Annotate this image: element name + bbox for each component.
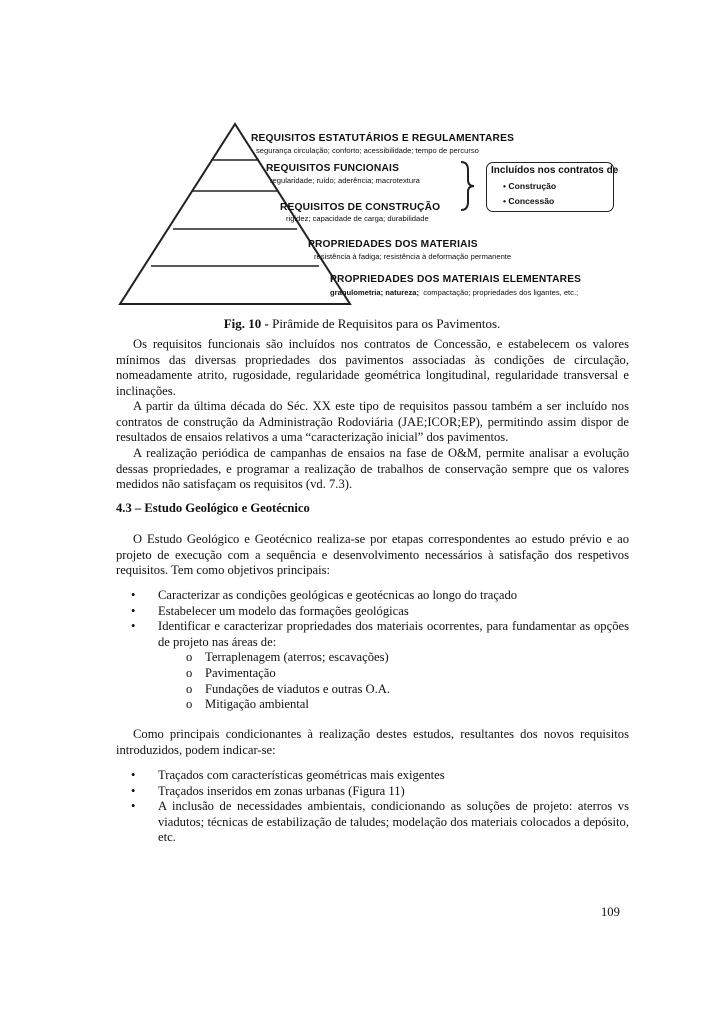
sublist-item <box>158 650 629 666</box>
pyramid-level-5-subtitle-bold: granulometria; natureza; <box>330 288 420 297</box>
pyramid-level-1-subtitle: segurança circulação; conforto; acessibilidade; tempo de percurso <box>256 146 479 155</box>
pyramid-level-5-title: PROPRIEDADES DOS MATERIAIS ELEMENTARES <box>330 274 582 285</box>
bullet-marker: • <box>131 588 136 602</box>
project-areas-sublist <box>158 650 629 712</box>
paragraph-geological-study: O Estudo Geológico e Geotécnico realiza-se por etapas correspondentes ao estudo prévio e ao projeto de execução com a sequência e desenvolvimento necessários à satisfação dos respetivos requisitos. Tem como objetivos principais: <box>116 532 629 578</box>
sublist-item <box>158 682 629 698</box>
sublist-item-text: Terraplenagem (aterros; escavações) <box>205 650 389 665</box>
pyramid-level-1-title: REQUISITOS ESTATUTÁRIOS E REGULAMENTARES <box>251 133 515 144</box>
figure-caption-text: Pirâmide de Requisitos para os Pavimentos. <box>272 316 501 331</box>
page-number: 109 <box>601 905 620 919</box>
requirements-pyramid-figure <box>118 120 628 308</box>
included-item-concession: • Concessão <box>503 196 555 206</box>
sublist-item-text: Mitigação ambiental <box>205 697 309 712</box>
paragraph-constraints: Como principais condicionantes à realização destes estudos, resultantes dos novos requisitos introduzidos, podem indicar-se: <box>116 727 629 757</box>
list-item-text: Identificar e caracterizar propriedades dos materiais ocorrentes, para fundamentar as opções de projeto nas áreas de: <box>158 619 629 649</box>
sublist-item-text: Pavimentação <box>205 665 276 680</box>
list-item <box>116 588 629 604</box>
paragraph-periodic-testing: A realização periódica de campanhas de ensaios na fase de O&M, permite analisar a evolução dessas propriedades, e programar a realização de trabalhos de conservação sempre que os valores medidos não satisfaçam os requisitos (vd. 7.3). <box>116 446 629 492</box>
bullet-marker: • <box>131 603 136 618</box>
paragraph-construction-contracts: A partir da última década do Séc. XX este tipo de requisitos passou também a ser incluído nos contratos de construção da Administração Rodoviária (JAE;ICOR;EP), permitindo assim dispor de resultados de ensaios relativos a uma “caracterização inicial” dos pavimentos. <box>116 399 629 445</box>
list-item <box>116 799 629 846</box>
list-item-text: A inclusão de necessidades ambientais, condicionando as soluções de projeto: aterros vs viadutos; técnicas de estabilização de taludes; modelação dos materiais colocados a depósito, etc. <box>158 799 629 845</box>
sub-bullet-marker: o <box>186 650 193 665</box>
sublist-item <box>158 697 629 713</box>
list-item-text: Caracterizar as condições geológicas e geotécnicas ao longo do traçado <box>158 588 518 602</box>
sublist-item-text: Fundações de viadutos e outras O.A. <box>205 681 391 696</box>
pyramid-level-2-title: REQUISITOS FUNCIONAIS <box>266 163 400 174</box>
list-item <box>116 784 629 800</box>
list-item <box>116 768 629 784</box>
list-item-text: Traçados inseridos em zonas urbanas (Figura 11) <box>158 783 405 798</box>
bullet-marker: • <box>131 768 136 782</box>
included-item-construction: • Construção <box>503 181 557 191</box>
bullet-marker: • <box>131 619 136 634</box>
list-item-text: Estabelecer um modelo das formações geológicas <box>158 603 409 618</box>
constraints-list <box>116 768 629 846</box>
objectives-list <box>116 588 629 713</box>
pyramid-level-5-subtitle-rest: compactação; propriedades dos ligantes, etc.; <box>423 288 579 297</box>
sub-bullet-marker: o <box>186 697 193 712</box>
list-item-text: Traçados com características geométricas mais exigentes <box>158 768 445 782</box>
figure-caption <box>0 316 724 332</box>
sub-bullet-marker: o <box>186 681 193 696</box>
sublist-item <box>158 666 629 682</box>
included-in-contracts-box <box>486 162 619 212</box>
pyramid-level-5-subtitle <box>330 288 578 297</box>
pyramid-level-3-subtitle: rigidez; capacidade de carga; durabilidade <box>286 214 429 223</box>
list-item <box>116 604 629 620</box>
figure-caption-label: Fig. 10 - <box>223 316 269 331</box>
bullet-marker: • <box>131 799 136 814</box>
pyramid-level-4-title: PROPRIEDADES DOS MATERIAIS <box>308 239 478 250</box>
section-heading: 4.3 – Estudo Geológico e Geotécnico <box>116 501 310 515</box>
pyramid-level-2-subtitle: regularidade; ruído; aderência; macrotextura <box>270 176 420 185</box>
paragraph-functional-requirements: Os requisitos funcionais são incluídos nos contratos de Concessão, e estabelecem os valores mínimos das diversas propriedades dos pavimentos associadas às condições de circulação, nomeadamente atrito, rugosidade, regularidade geométrica longitudinal, regularidade transversal e inclinações. <box>116 337 629 398</box>
pyramid-level-4-subtitle: resistência à fadiga; resistência à deformação permanente <box>314 252 512 261</box>
list-item <box>116 619 629 713</box>
sub-bullet-marker: o <box>186 665 193 680</box>
bullet-marker: • <box>131 783 136 798</box>
pyramid-level-3-title: REQUISITOS DE CONSTRUÇÃO <box>280 202 441 213</box>
included-box-title: Incluídos nos contratos de <box>491 165 619 176</box>
